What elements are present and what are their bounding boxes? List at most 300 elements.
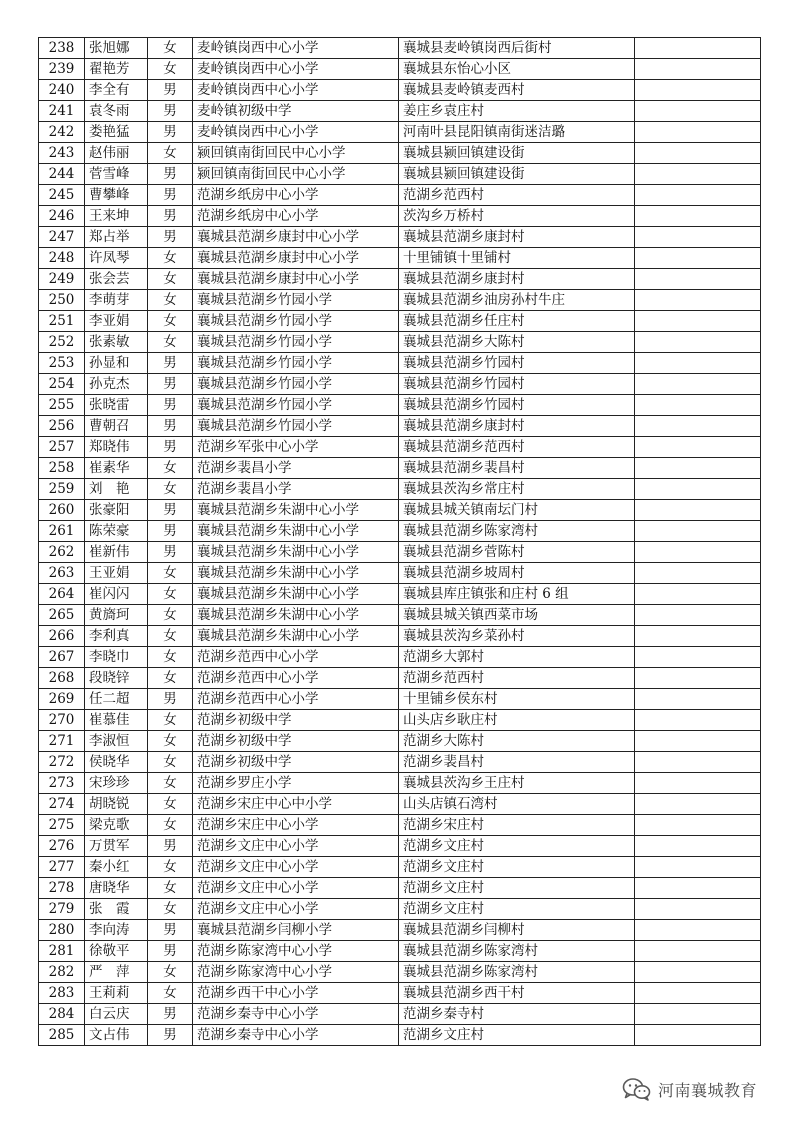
table-row [39, 332, 761, 353]
gender-cell: 男 [148, 227, 193, 248]
note-cell [635, 80, 761, 101]
table-row [39, 521, 761, 542]
note-cell [635, 710, 761, 731]
table-row [39, 941, 761, 962]
school-cell: 襄城县范湖乡康封中心小学 [193, 269, 399, 290]
roster-table [38, 37, 761, 1046]
school-cell: 范湖乡纸房中心小学 [193, 206, 399, 227]
row-number-cell: 258 [39, 458, 85, 479]
gender-cell: 女 [148, 290, 193, 311]
gender-cell: 女 [148, 815, 193, 836]
address-cell: 十里铺乡侯东村 [399, 689, 635, 710]
school-cell: 范湖乡罗庄小学 [193, 773, 399, 794]
gender-cell: 男 [148, 206, 193, 227]
address-cell: 襄城县范湖乡陈家湾村 [399, 521, 635, 542]
note-cell [635, 668, 761, 689]
row-number-cell: 239 [39, 59, 85, 80]
row-number-cell: 256 [39, 416, 85, 437]
gender-cell: 男 [148, 353, 193, 374]
note-cell [635, 416, 761, 437]
wechat-icon [622, 1077, 652, 1101]
row-number-cell: 243 [39, 143, 85, 164]
gender-cell: 男 [148, 920, 193, 941]
address-cell: 襄城县茨沟乡王庄村 [399, 773, 635, 794]
note-cell [635, 122, 761, 143]
name-cell: 任二超 [85, 689, 148, 710]
name-cell: 张会芸 [85, 269, 148, 290]
name-cell: 文占伟 [85, 1025, 148, 1046]
name-cell: 崔新伟 [85, 542, 148, 563]
school-cell: 范湖乡范西中心小学 [193, 689, 399, 710]
gender-cell: 女 [148, 269, 193, 290]
row-number-cell: 273 [39, 773, 85, 794]
address-cell: 襄城县范湖乡菅陈村 [399, 542, 635, 563]
note-cell [635, 395, 761, 416]
row-number-cell: 264 [39, 584, 85, 605]
table-row [39, 668, 761, 689]
address-cell: 襄城县范湖乡陈家湾村 [399, 962, 635, 983]
gender-cell: 男 [148, 122, 193, 143]
name-cell: 张豪阳 [85, 500, 148, 521]
school-cell: 襄城县范湖乡康封中心小学 [193, 227, 399, 248]
school-cell: 范湖乡西干中心小学 [193, 983, 399, 1004]
name-cell: 曹攀峰 [85, 185, 148, 206]
school-cell: 襄城县范湖乡朱湖中心小学 [193, 563, 399, 584]
row-number-cell: 285 [39, 1025, 85, 1046]
gender-cell: 女 [148, 584, 193, 605]
school-cell: 颍回镇南街回民中心小学 [193, 164, 399, 185]
school-cell: 范湖乡范西中心小学 [193, 668, 399, 689]
address-cell: 襄城县范湖乡大陈村 [399, 332, 635, 353]
gender-cell: 男 [148, 542, 193, 563]
address-cell: 襄城县颍回镇建设街 [399, 164, 635, 185]
name-cell: 张旭娜 [85, 38, 148, 59]
table-row [39, 80, 761, 101]
row-number-cell: 277 [39, 857, 85, 878]
school-cell: 麦岭镇岗西中心小学 [193, 38, 399, 59]
row-number-cell: 242 [39, 122, 85, 143]
school-cell: 范湖乡范西中心小学 [193, 647, 399, 668]
note-cell [635, 1025, 761, 1046]
row-number-cell: 240 [39, 80, 85, 101]
row-number-cell: 266 [39, 626, 85, 647]
row-number-cell: 250 [39, 290, 85, 311]
note-cell [635, 500, 761, 521]
gender-cell: 女 [148, 794, 193, 815]
table-row [39, 1025, 761, 1046]
table-row [39, 836, 761, 857]
gender-cell: 女 [148, 773, 193, 794]
table-row [39, 857, 761, 878]
gender-cell: 女 [148, 605, 193, 626]
note-cell [635, 857, 761, 878]
note-cell [635, 941, 761, 962]
row-number-cell: 262 [39, 542, 85, 563]
name-cell: 梁克歌 [85, 815, 148, 836]
note-cell [635, 374, 761, 395]
address-cell: 襄城县范湖乡竹园村 [399, 374, 635, 395]
school-cell: 襄城县范湖乡竹园小学 [193, 290, 399, 311]
row-number-cell: 252 [39, 332, 85, 353]
gender-cell: 女 [148, 962, 193, 983]
gender-cell: 男 [148, 521, 193, 542]
note-cell [635, 647, 761, 668]
gender-cell: 女 [148, 899, 193, 920]
row-number-cell: 263 [39, 563, 85, 584]
row-number-cell: 274 [39, 794, 85, 815]
note-cell [635, 542, 761, 563]
row-number-cell: 247 [39, 227, 85, 248]
name-cell: 孙显和 [85, 353, 148, 374]
note-cell [635, 1004, 761, 1025]
school-cell: 襄城县范湖乡朱湖中心小学 [193, 605, 399, 626]
school-cell: 范湖乡宋庄中心中小学 [193, 794, 399, 815]
table-row [39, 794, 761, 815]
table-row [39, 206, 761, 227]
school-cell: 襄城县范湖乡朱湖中心小学 [193, 584, 399, 605]
address-cell: 山头店镇石湾村 [399, 794, 635, 815]
table-row [39, 164, 761, 185]
name-cell: 袁冬雨 [85, 101, 148, 122]
school-cell: 襄城县范湖乡竹园小学 [193, 374, 399, 395]
name-cell: 王莉莉 [85, 983, 148, 1004]
gender-cell: 女 [148, 710, 193, 731]
school-cell: 襄城县范湖乡朱湖中心小学 [193, 626, 399, 647]
address-cell: 范湖乡文庄村 [399, 878, 635, 899]
row-number-cell: 268 [39, 668, 85, 689]
name-cell: 侯晓华 [85, 752, 148, 773]
address-cell: 范湖乡文庄村 [399, 857, 635, 878]
row-number-cell: 275 [39, 815, 85, 836]
row-number-cell: 257 [39, 437, 85, 458]
note-cell [635, 227, 761, 248]
gender-cell: 女 [148, 752, 193, 773]
address-cell: 襄城县范湖乡竹园村 [399, 353, 635, 374]
table-row [39, 122, 761, 143]
address-cell: 襄城县库庄镇张和庄村 6 组 [399, 584, 635, 605]
address-cell: 山头店乡耿庄村 [399, 710, 635, 731]
name-cell: 刘 艳 [85, 479, 148, 500]
address-cell: 范湖乡裴昌村 [399, 752, 635, 773]
school-cell: 范湖乡军张中心小学 [193, 437, 399, 458]
table-row [39, 269, 761, 290]
name-cell: 王亚娟 [85, 563, 148, 584]
school-cell: 范湖乡陈家湾中心小学 [193, 962, 399, 983]
gender-cell: 男 [148, 374, 193, 395]
row-number-cell: 276 [39, 836, 85, 857]
address-cell: 襄城县范湖乡闫柳村 [399, 920, 635, 941]
school-cell: 麦岭镇岗西中心小学 [193, 80, 399, 101]
address-cell: 襄城县范湖乡范西村 [399, 437, 635, 458]
table-row [39, 647, 761, 668]
address-cell: 襄城县东怡心小区 [399, 59, 635, 80]
note-cell [635, 332, 761, 353]
row-number-cell: 246 [39, 206, 85, 227]
table-row [39, 710, 761, 731]
address-cell: 河南叶县昆阳镇南街迷洁璐 [399, 122, 635, 143]
note-cell [635, 878, 761, 899]
gender-cell: 女 [148, 38, 193, 59]
school-cell: 范湖乡宋庄中心小学 [193, 815, 399, 836]
gender-cell: 男 [148, 836, 193, 857]
table-row [39, 773, 761, 794]
school-cell: 范湖乡初级中学 [193, 731, 399, 752]
name-cell: 张晓雷 [85, 395, 148, 416]
name-cell: 张素敏 [85, 332, 148, 353]
address-cell: 襄城县范湖乡西干村 [399, 983, 635, 1004]
row-number-cell: 245 [39, 185, 85, 206]
gender-cell: 男 [148, 185, 193, 206]
row-number-cell: 265 [39, 605, 85, 626]
row-number-cell: 279 [39, 899, 85, 920]
school-cell: 范湖乡秦寺中心小学 [193, 1004, 399, 1025]
address-cell: 襄城县城关镇南坛门村 [399, 500, 635, 521]
roster-body [39, 38, 761, 1046]
row-number-cell: 282 [39, 962, 85, 983]
school-cell: 襄城县范湖乡竹园小学 [193, 395, 399, 416]
address-cell: 范湖乡秦寺村 [399, 1004, 635, 1025]
name-cell: 李向涛 [85, 920, 148, 941]
school-cell: 襄城县范湖乡闫柳小学 [193, 920, 399, 941]
table-row [39, 1004, 761, 1025]
gender-cell: 女 [148, 668, 193, 689]
row-number-cell: 280 [39, 920, 85, 941]
address-cell: 襄城县范湖乡任庄村 [399, 311, 635, 332]
school-cell: 范湖乡初级中学 [193, 752, 399, 773]
gender-cell: 女 [148, 647, 193, 668]
note-cell [635, 143, 761, 164]
note-cell [635, 689, 761, 710]
name-cell: 赵伟丽 [85, 143, 148, 164]
school-cell: 范湖乡文庄中心小学 [193, 857, 399, 878]
address-cell: 范湖乡范西村 [399, 668, 635, 689]
row-number-cell: 255 [39, 395, 85, 416]
table-row [39, 38, 761, 59]
gender-cell: 男 [148, 80, 193, 101]
name-cell: 郑晓伟 [85, 437, 148, 458]
school-cell: 范湖乡裴昌小学 [193, 458, 399, 479]
address-cell: 范湖乡范西村 [399, 185, 635, 206]
note-cell [635, 794, 761, 815]
name-cell: 崔素华 [85, 458, 148, 479]
gender-cell: 男 [148, 500, 193, 521]
address-cell: 襄城县范湖乡竹园村 [399, 395, 635, 416]
table-row [39, 248, 761, 269]
table-row [39, 416, 761, 437]
school-cell: 麦岭镇岗西中心小学 [193, 122, 399, 143]
address-cell: 襄城县范湖乡陈家湾村 [399, 941, 635, 962]
school-cell: 范湖乡秦寺中心小学 [193, 1025, 399, 1046]
note-cell [635, 290, 761, 311]
school-cell: 范湖乡初级中学 [193, 710, 399, 731]
gender-cell: 女 [148, 857, 193, 878]
name-cell: 王来坤 [85, 206, 148, 227]
gender-cell: 男 [148, 164, 193, 185]
note-cell [635, 269, 761, 290]
note-cell [635, 563, 761, 584]
note-cell [635, 962, 761, 983]
address-cell: 襄城县茨沟乡菜孙村 [399, 626, 635, 647]
note-cell [635, 353, 761, 374]
note-cell [635, 605, 761, 626]
gender-cell: 男 [148, 941, 193, 962]
gender-cell: 女 [148, 332, 193, 353]
row-number-cell: 281 [39, 941, 85, 962]
address-cell: 姜庄乡袁庄村 [399, 101, 635, 122]
gender-cell: 女 [148, 479, 193, 500]
school-cell: 范湖乡陈家湾中心小学 [193, 941, 399, 962]
gender-cell: 女 [148, 878, 193, 899]
gender-cell: 男 [148, 689, 193, 710]
row-number-cell: 284 [39, 1004, 85, 1025]
address-cell: 范湖乡文庄村 [399, 836, 635, 857]
watermark-text: 河南襄城教育 [658, 1080, 758, 1100]
row-number-cell: 251 [39, 311, 85, 332]
address-cell: 襄城县范湖乡康封村 [399, 269, 635, 290]
name-cell: 菅雪峰 [85, 164, 148, 185]
gender-cell: 女 [148, 563, 193, 584]
name-cell: 许凤琴 [85, 248, 148, 269]
table-row [39, 290, 761, 311]
note-cell [635, 458, 761, 479]
row-number-cell: 270 [39, 710, 85, 731]
name-cell: 李萌芽 [85, 290, 148, 311]
note-cell [635, 185, 761, 206]
note-cell [635, 38, 761, 59]
address-cell: 襄城县麦岭镇岗西后街村 [399, 38, 635, 59]
address-cell: 襄城县范湖乡康封村 [399, 416, 635, 437]
gender-cell: 女 [148, 983, 193, 1004]
table-row [39, 983, 761, 1004]
note-cell [635, 836, 761, 857]
gender-cell: 女 [148, 626, 193, 647]
name-cell: 崔慕佳 [85, 710, 148, 731]
table-row [39, 500, 761, 521]
gender-cell: 女 [148, 248, 193, 269]
address-cell: 十里铺镇十里铺村 [399, 248, 635, 269]
note-cell [635, 437, 761, 458]
note-cell [635, 731, 761, 752]
address-cell: 范湖乡宋庄村 [399, 815, 635, 836]
name-cell: 曹朝召 [85, 416, 148, 437]
note-cell [635, 206, 761, 227]
school-cell: 襄城县范湖乡竹园小学 [193, 332, 399, 353]
gender-cell: 男 [148, 395, 193, 416]
note-cell [635, 815, 761, 836]
school-cell: 襄城县范湖乡朱湖中心小学 [193, 500, 399, 521]
address-cell: 襄城县范湖乡裴昌村 [399, 458, 635, 479]
school-cell: 范湖乡文庄中心小学 [193, 836, 399, 857]
name-cell: 宋珍珍 [85, 773, 148, 794]
table-row [39, 395, 761, 416]
table-row [39, 962, 761, 983]
gender-cell: 女 [148, 311, 193, 332]
school-cell: 襄城县范湖乡朱湖中心小学 [193, 521, 399, 542]
address-cell: 襄城县颍回镇建设街 [399, 143, 635, 164]
name-cell: 白云庆 [85, 1004, 148, 1025]
table-row [39, 689, 761, 710]
school-cell: 范湖乡裴昌小学 [193, 479, 399, 500]
gender-cell: 女 [148, 59, 193, 80]
note-cell [635, 584, 761, 605]
name-cell: 徐敬平 [85, 941, 148, 962]
school-cell: 范湖乡文庄中心小学 [193, 899, 399, 920]
address-cell: 茨沟乡万桥村 [399, 206, 635, 227]
table-row [39, 815, 761, 836]
name-cell: 李全有 [85, 80, 148, 101]
table-row [39, 59, 761, 80]
row-number-cell: 272 [39, 752, 85, 773]
gender-cell: 男 [148, 101, 193, 122]
name-cell: 李淑恒 [85, 731, 148, 752]
table-row [39, 899, 761, 920]
note-cell [635, 248, 761, 269]
row-number-cell: 248 [39, 248, 85, 269]
school-cell: 麦岭镇初级中学 [193, 101, 399, 122]
row-number-cell: 269 [39, 689, 85, 710]
name-cell: 秦小红 [85, 857, 148, 878]
note-cell [635, 164, 761, 185]
table-row [39, 374, 761, 395]
school-cell: 范湖乡纸房中心小学 [193, 185, 399, 206]
table-row [39, 584, 761, 605]
address-cell: 襄城县范湖乡康封村 [399, 227, 635, 248]
table-row [39, 101, 761, 122]
row-number-cell: 260 [39, 500, 85, 521]
address-cell: 襄城县范湖乡油房孙村牛庄 [399, 290, 635, 311]
table-row [39, 920, 761, 941]
table-row [39, 626, 761, 647]
row-number-cell: 261 [39, 521, 85, 542]
name-cell: 李利真 [85, 626, 148, 647]
school-cell: 襄城县范湖乡竹园小学 [193, 311, 399, 332]
name-cell: 娄艳猛 [85, 122, 148, 143]
row-number-cell: 238 [39, 38, 85, 59]
table-row [39, 458, 761, 479]
name-cell: 万贯军 [85, 836, 148, 857]
school-cell: 襄城县范湖乡竹园小学 [193, 353, 399, 374]
account-watermark [622, 1076, 757, 1102]
name-cell: 严 萍 [85, 962, 148, 983]
address-cell: 范湖乡大郭村 [399, 647, 635, 668]
school-cell: 襄城县范湖乡康封中心小学 [193, 248, 399, 269]
table-row [39, 311, 761, 332]
row-number-cell: 278 [39, 878, 85, 899]
name-cell: 李晓巾 [85, 647, 148, 668]
table-row [39, 731, 761, 752]
gender-cell: 男 [148, 437, 193, 458]
name-cell: 郑占举 [85, 227, 148, 248]
table-row [39, 185, 761, 206]
table-row [39, 542, 761, 563]
name-cell: 段晓锌 [85, 668, 148, 689]
gender-cell: 男 [148, 1004, 193, 1025]
row-number-cell: 259 [39, 479, 85, 500]
address-cell: 襄城县城关镇西菜市场 [399, 605, 635, 626]
table-row [39, 878, 761, 899]
note-cell [635, 59, 761, 80]
table-row [39, 563, 761, 584]
name-cell: 孙克杰 [85, 374, 148, 395]
row-number-cell: 249 [39, 269, 85, 290]
table-row [39, 752, 761, 773]
gender-cell: 男 [148, 1025, 193, 1046]
table-row [39, 143, 761, 164]
address-cell: 襄城县茨沟乡常庄村 [399, 479, 635, 500]
name-cell: 胡晓锐 [85, 794, 148, 815]
row-number-cell: 283 [39, 983, 85, 1004]
name-cell: 李亚娟 [85, 311, 148, 332]
